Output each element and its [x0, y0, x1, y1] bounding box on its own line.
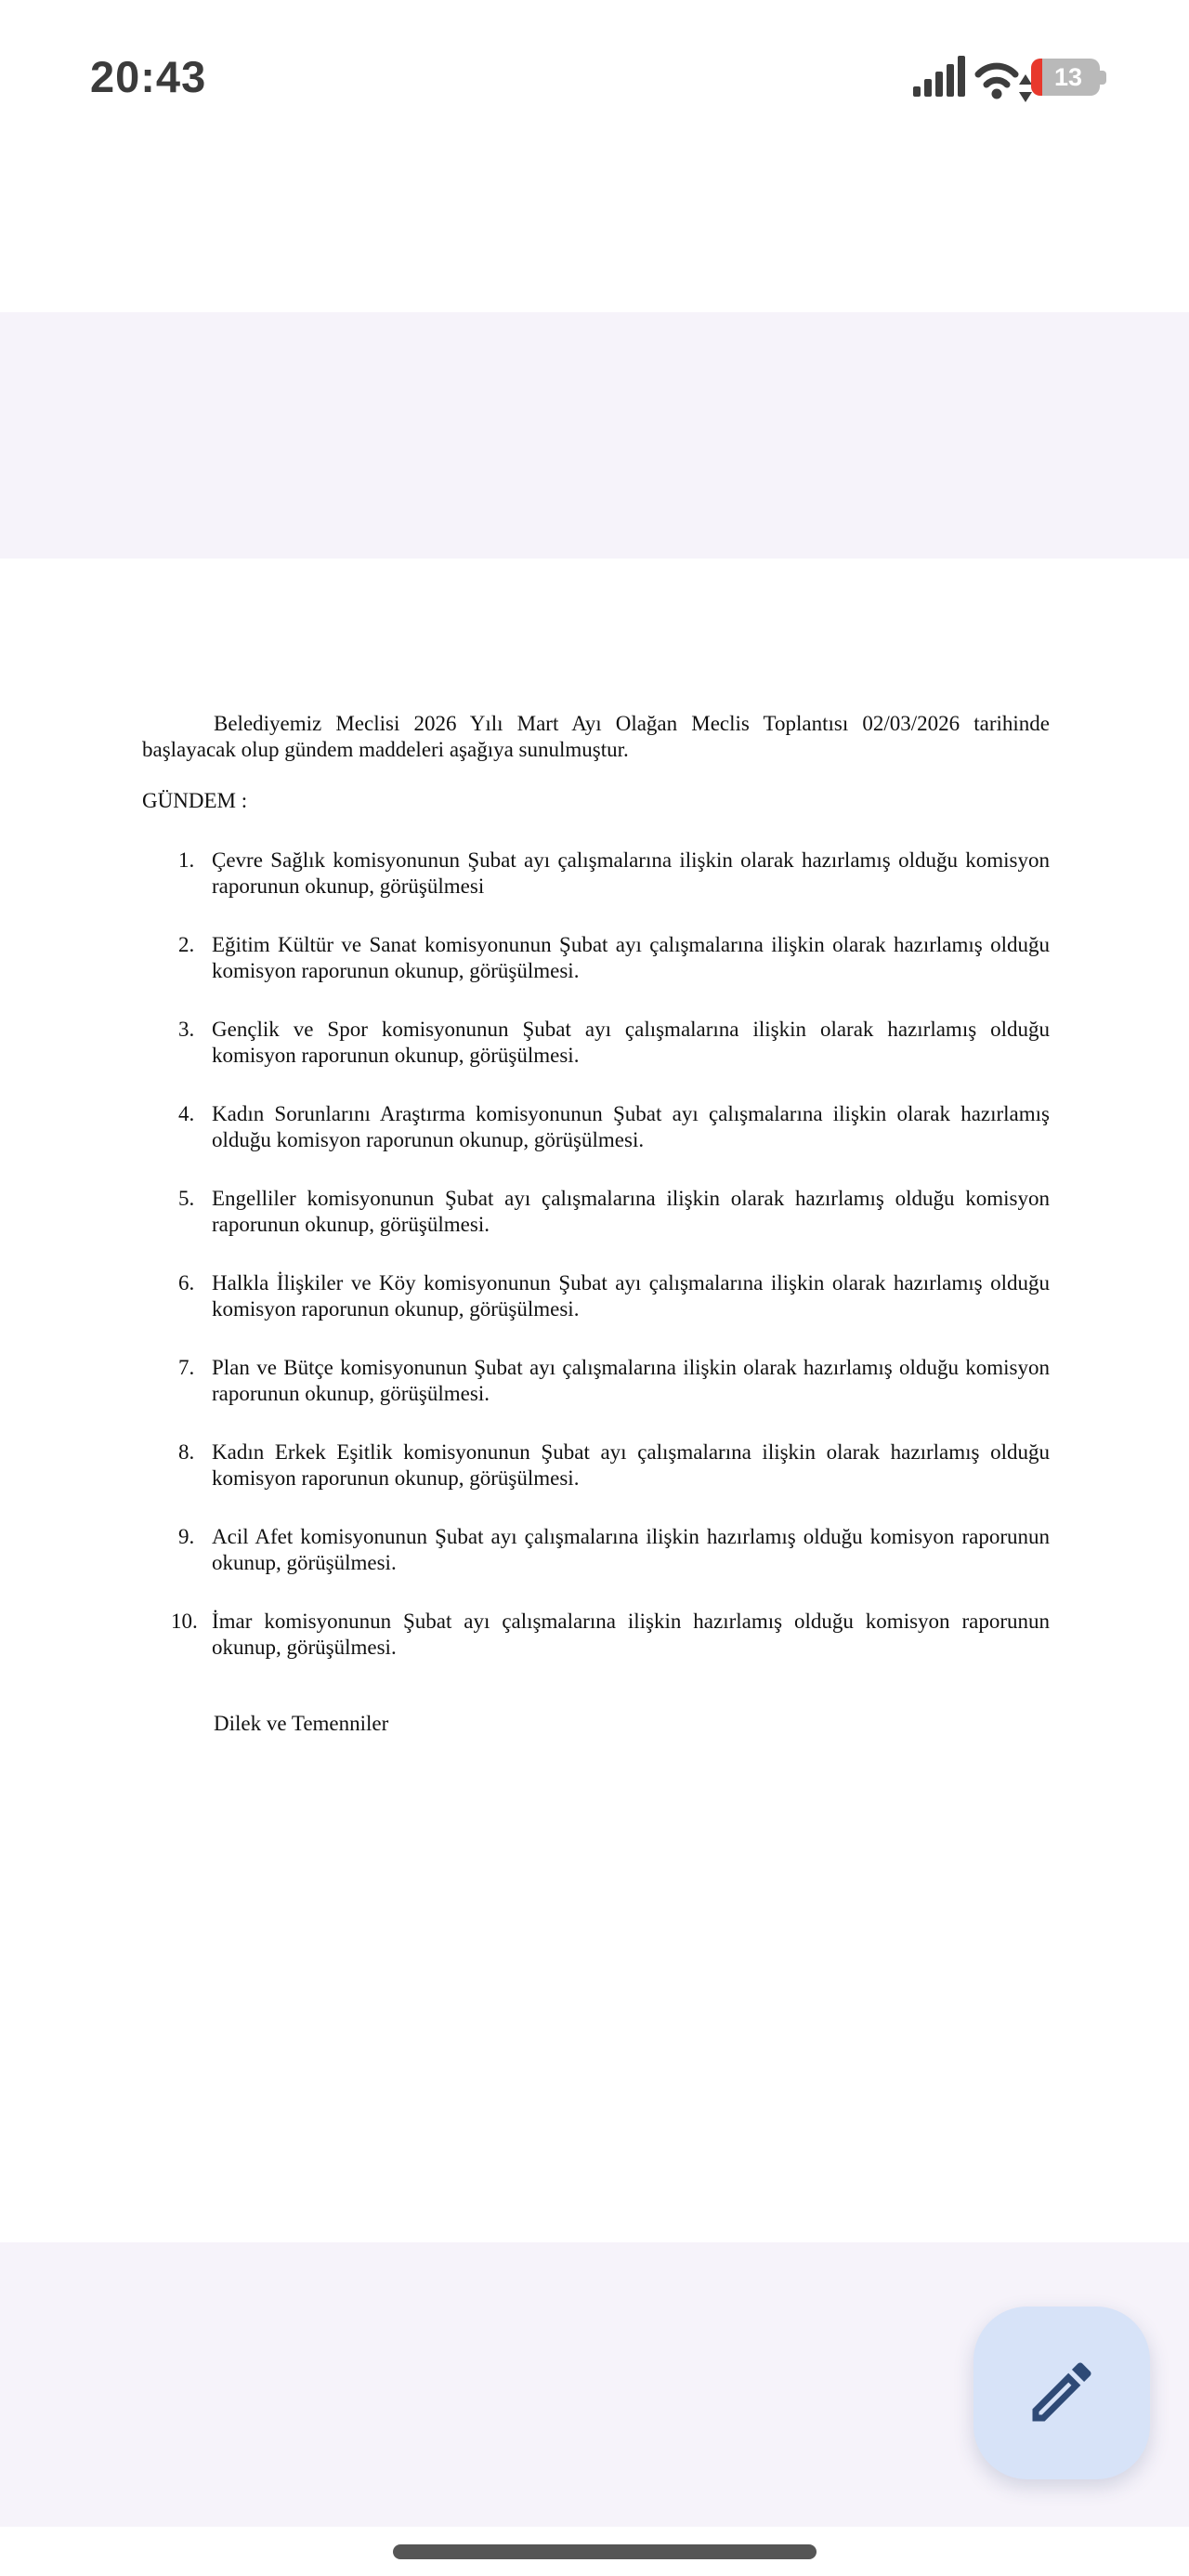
- item-text: Engelliler komisyonunun Şubat ayı çalışmalarına ilişkin olarak hazırlamış olduğu komisyon raporunun okunup, görüşülmesi.: [212, 1187, 1050, 1236]
- item-text: Gençlik ve Spor komisyonunun Şubat ayı çalışmalarına ilişkin olarak hazırlamış olduğu komisyon raporunun okunup, görüşülmesi.: [212, 1018, 1050, 1067]
- item-number: 9.: [178, 1525, 195, 1548]
- item-text: Plan ve Bütçe komisyonunun Şubat ayı çalışmalarına ilişkin olarak hazırlamış olduğu komisyon raporunun okunup, görüşülmesi.: [212, 1356, 1050, 1405]
- agenda-list: [142, 848, 1050, 1661]
- edit-fab-button[interactable]: [973, 2307, 1150, 2479]
- cellular-signal-icon: [913, 56, 965, 97]
- item-text: Kadın Erkek Eşitlik komisyonunun Şubat ayı çalışmalarına ilişkin olarak hazırlamış olduğu komisyon raporunun okunup, görüşülmesi.: [212, 1440, 1050, 1490]
- battery-icon: [1031, 59, 1100, 96]
- item-text: Kadın Sorunlarını Araştırma komisyonunun Şubat ayı çalışmalarına ilişkin olarak hazırlamış olduğu komisyon raporunun okunup, görüşülmesi.: [212, 1102, 1050, 1151]
- document-body: [0, 559, 1189, 1737]
- viewer-header: [0, 139, 1189, 309]
- list-item: [178, 1524, 1050, 1576]
- status-time: 20:43: [90, 52, 207, 101]
- item-number: 10.: [171, 1610, 198, 1633]
- item-number: 7.: [178, 1356, 195, 1379]
- list-item: [171, 1609, 1050, 1661]
- list-item: [178, 1270, 1050, 1322]
- home-indicator-handle[interactable]: [393, 2544, 817, 2559]
- pdf-canvas[interactable]: [0, 312, 1189, 2527]
- agenda-heading: GÜNDEM :: [142, 789, 248, 812]
- list-item: [178, 1355, 1050, 1407]
- closing-line: Dilek ve Temenniler: [214, 1712, 389, 1735]
- list-item: [178, 1101, 1050, 1153]
- battery-nub: [1100, 71, 1106, 85]
- intro-paragraph: Belediyemiz Meclisi 2026 Yılı Mart Ayı Olağan Meclis Toplantısı 02/03/2026 tarihinde başlayacak olup gündem maddeleri aşağıya sunulmuştur.: [142, 712, 1050, 761]
- item-number: 1.: [178, 848, 195, 872]
- pdf-page: [0, 559, 1189, 2242]
- item-number: 6.: [178, 1271, 195, 1295]
- item-number: 3.: [178, 1018, 195, 1041]
- item-text: Eğitim Kültür ve Sanat komisyonunun Şubat ayı çalışmalarına ilişkin olarak hazırlamış olduğu komisyon raporunun okunup, görüşülmesi.: [212, 933, 1050, 982]
- item-text: Halkla İlişkiler ve Köy komisyonunun Şubat ayı çalışmalarına ilişkin olarak hazırlamış olduğu komisyon raporunun okunup, görüşülmesi.: [212, 1271, 1050, 1321]
- item-number: 5.: [178, 1187, 195, 1210]
- item-number: 8.: [178, 1440, 195, 1464]
- status-bar: [0, 0, 1189, 139]
- item-text: Acil Afet komisyonunun Şubat ayı çalışmalarına ilişkin hazırlamış olduğu komisyon raporunun okunup, görüşülmesi.: [212, 1525, 1050, 1574]
- item-number: 4.: [178, 1102, 195, 1125]
- item-text: İmar komisyonunun Şubat ayı çalışmalarına ilişkin hazırlamış olduğu komisyon raporunun okunup, görüşülmesi.: [212, 1610, 1050, 1659]
- item-number: 2.: [178, 933, 195, 956]
- pencil-edit-icon: [1023, 2353, 1101, 2434]
- item-text: Çevre Sağlık komisyonunun Şubat ayı çalışmalarına ilişkin olarak hazırlamış olduğu komisyon raporunun okunup, görüşülmesi: [212, 848, 1050, 898]
- wifi-icon: [973, 54, 1020, 105]
- list-item: [178, 932, 1050, 984]
- list-item: [178, 1186, 1050, 1238]
- battery-percent: 13: [1053, 62, 1083, 91]
- list-item: [178, 1439, 1050, 1492]
- list-item: [178, 1017, 1050, 1069]
- list-item: [178, 848, 1050, 900]
